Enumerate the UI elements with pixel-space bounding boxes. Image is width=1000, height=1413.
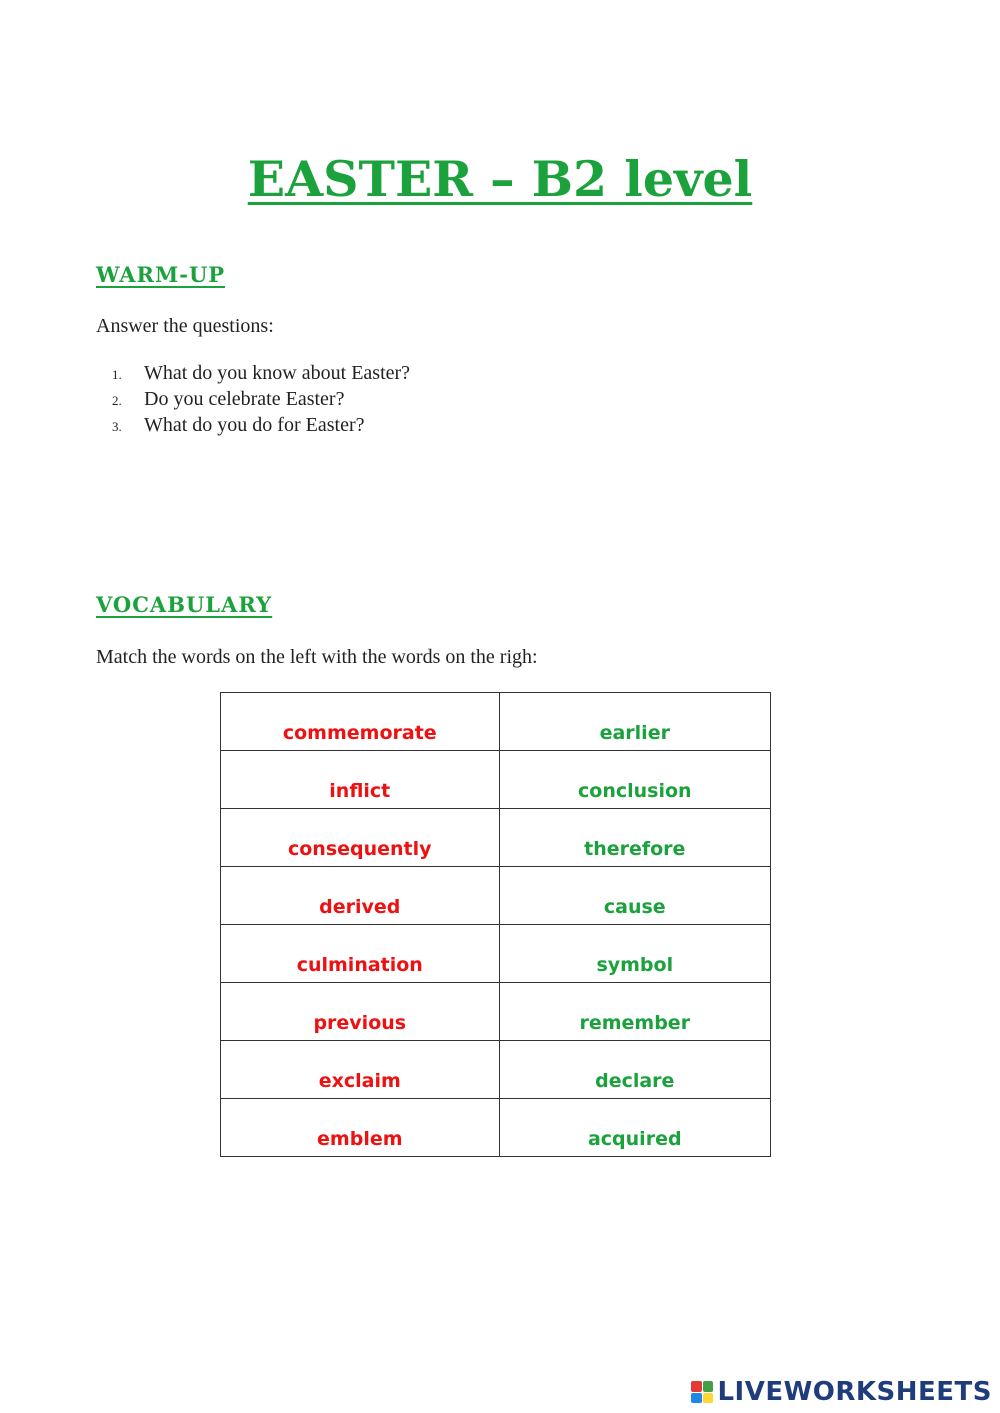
page-title (0, 149, 1000, 208)
vocabulary-match-table (220, 692, 771, 1157)
right-word-cell[interactable] (499, 751, 770, 809)
table-row (221, 983, 771, 1041)
right-word-cell[interactable] (499, 983, 770, 1041)
left-word-cell[interactable] (221, 751, 500, 809)
question-number: 3. (112, 419, 122, 434)
left-word-cell[interactable] (221, 1041, 500, 1099)
question-number: 2. (112, 393, 122, 408)
page-title-text: EASTER – B2 level (247, 149, 753, 208)
left-word: previous (313, 1011, 407, 1034)
left-word-cell[interactable] (221, 983, 500, 1041)
right-word: therefore (584, 837, 686, 860)
table-row (221, 867, 771, 925)
table-row (221, 1041, 771, 1099)
warmup-heading: WARM-UP (96, 262, 226, 287)
right-word-cell[interactable] (499, 809, 770, 867)
right-word: declare (595, 1069, 675, 1092)
left-word: exclaim (318, 1069, 401, 1092)
question-text: What do you know about Easter? (144, 362, 411, 384)
warmup-instruction: Answer the questions: (96, 315, 274, 337)
question-text: Do you celebrate Easter? (144, 388, 345, 410)
left-word-cell[interactable] (221, 1099, 500, 1157)
left-word: commemorate (282, 721, 437, 744)
left-word: emblem (317, 1127, 403, 1150)
table-row (221, 809, 771, 867)
question-item (112, 386, 410, 412)
table-row (221, 1099, 771, 1157)
table-row (221, 693, 771, 751)
left-word-cell[interactable] (221, 693, 500, 751)
left-word: consequently (287, 837, 432, 860)
right-word-cell[interactable] (499, 1041, 770, 1099)
right-word: remember (579, 1011, 691, 1034)
right-word: earlier (599, 721, 670, 744)
right-word-cell[interactable] (499, 925, 770, 983)
right-word: conclusion (578, 779, 692, 802)
question-text: What do you do for Easter? (144, 414, 365, 436)
right-word-cell[interactable] (499, 867, 770, 925)
table-row (221, 751, 771, 809)
right-word: cause (603, 895, 666, 918)
left-word: inflict (329, 779, 391, 802)
right-word: acquired (587, 1127, 682, 1150)
left-word-cell[interactable] (221, 867, 500, 925)
question-number: 1. (112, 367, 122, 382)
warmup-question-list (112, 360, 410, 438)
vocabulary-instruction: Match the words on the left with the words on the righ: (96, 646, 538, 668)
table-row (221, 925, 771, 983)
question-item (112, 360, 410, 386)
liveworksheets-logo[interactable] (691, 1377, 992, 1407)
left-word: culmination (296, 953, 423, 976)
vocabulary-heading: VOCABULARY (96, 592, 273, 617)
left-word-cell[interactable] (221, 809, 500, 867)
liveworksheets-logo-icon (691, 1381, 713, 1403)
right-word-cell[interactable] (499, 1099, 770, 1157)
right-word-cell[interactable] (499, 693, 770, 751)
left-word-cell[interactable] (221, 925, 500, 983)
logo-text: LIVEWORKSHEETS (717, 1377, 992, 1407)
left-word: derived (319, 895, 401, 918)
right-word: symbol (596, 953, 674, 976)
question-item (112, 412, 410, 438)
